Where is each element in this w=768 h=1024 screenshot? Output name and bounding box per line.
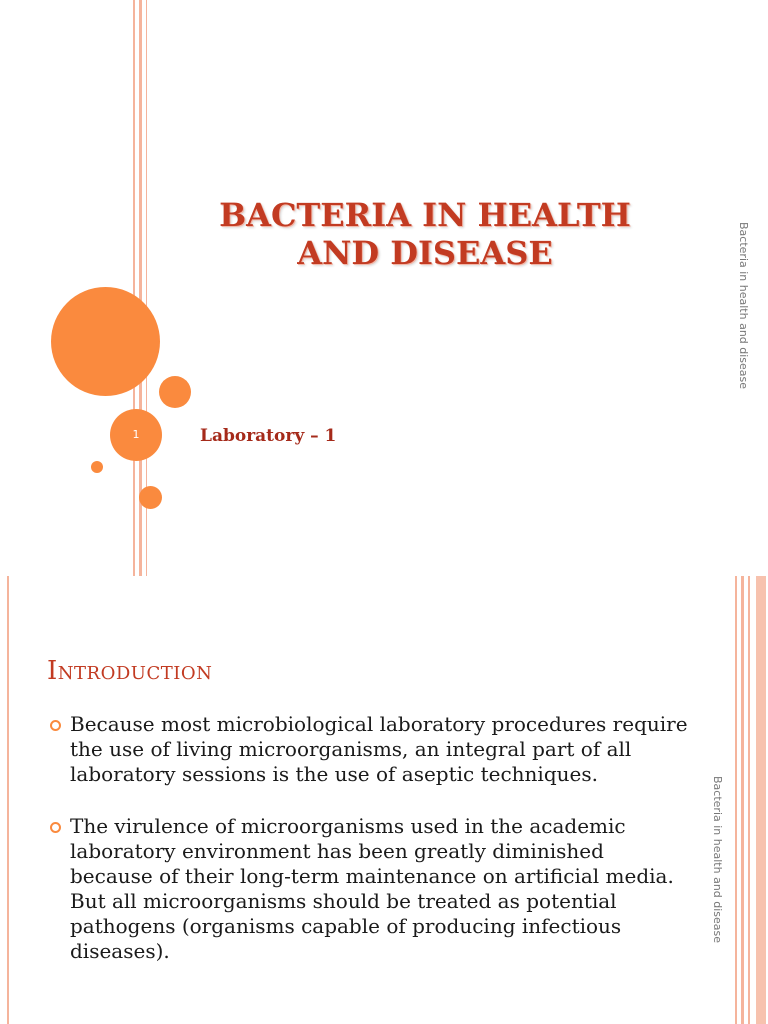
list-item: [48, 814, 688, 964]
decorative-line: [735, 576, 737, 1024]
decorative-line: [748, 576, 750, 1024]
bullet-icon: [50, 720, 61, 731]
bullet-list: [48, 712, 688, 964]
decorative-line: [741, 576, 744, 1024]
slide-number: 1: [132, 428, 140, 441]
bullet-text: Because most microbiological laboratory procedures require the use of living microorganisms, an integral part of all laboratory sessions is the use of aseptic techniques.: [70, 712, 688, 786]
decorative-line: [756, 576, 766, 1024]
bullet-text: The virulence of microorganisms used in the academic laboratory environment has been greatly diminished because of their long-term maintenance on artificial media. But all microorganisms should be treated as potential pathogens (organisms capable of producing infectious diseases).: [70, 814, 674, 963]
bullet-icon: [50, 822, 61, 833]
introduction-slide: [0, 576, 768, 1024]
decorative-line: [7, 576, 9, 1024]
slide-title: [185, 196, 665, 272]
slide-subtitle: Laboratory – 1: [200, 426, 337, 446]
decorative-circle: [139, 486, 162, 509]
side-label: Bacteria in health and disease: [737, 222, 750, 390]
title-line: BACTERIA IN HEALTH: [219, 196, 631, 234]
decorative-circle-small: [91, 461, 103, 473]
slide-heading: Introduction: [47, 656, 213, 686]
title-line: AND DISEASE: [297, 234, 553, 272]
side-label: Bacteria in health and disease: [711, 776, 724, 944]
decorative-line: [133, 0, 135, 576]
decorative-circle: [159, 376, 191, 408]
list-item: [48, 712, 688, 787]
decorative-circle-large: [51, 287, 160, 396]
